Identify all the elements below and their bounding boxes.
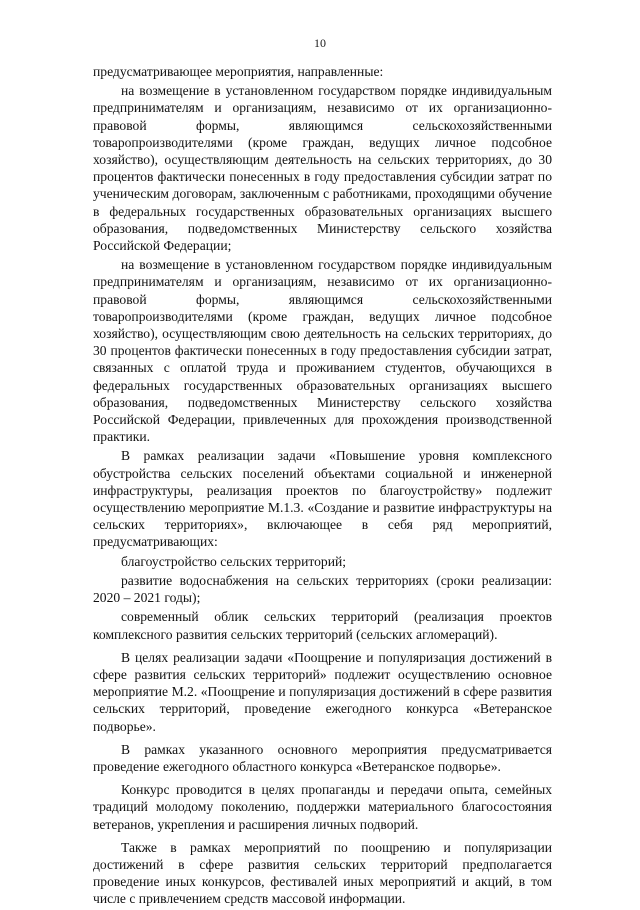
- paragraph-task-infrastructure: В рамках реализации задачи «Повышение уровня комплексного обустройства сельских поселений объектами социальной и инженерной инфраструктуры, реализация проектов по благоустройству» подлежит осуществлению мероприятие М.1.3. «Создание и развитие инфраструктуры на сельских территориях», включающее в себя ряд мероприятий, предусматривающих:: [93, 448, 552, 550]
- paragraph-modern-look: современный облик сельских территорий (реализация проектов комплексного развития сельских территорий (сельских агломераций).: [93, 609, 552, 642]
- paragraph-contest-goals: Конкурс проводится в целях пропаганды и передачи опыта, семейных традиций молодому поколению, поддержки материального благосостояния ветеранов, укрепления и расширения личных подворий.: [93, 782, 552, 832]
- paragraph-student-practice: на возмещение в установленном государством порядке индивидуальным предпринимателям и организациям, независимо от их организационно-правовой формы, являющимся сельскохозяйственными товаропроизводителями (кроме граждан, ведущих личное подсобное хозяйство), осуществляющим свою деятельность на сельских территориях, до 30 процентов фактически понесенных в году предоставления субсидии затрат, связанных с оплатой труда и проживанием студентов, обучающихся в федеральных государственных образовательных организациях высшего образования, подведомственных Министерству сельского хозяйства Российской Федерации, привлеченных для прохождения производственной практики.: [93, 257, 552, 445]
- paragraph-student-contracts: на возмещение в установленном государством порядке индивидуальным предпринимателям и организациям, независимо от их организационно-правовой формы, являющимся сельскохозяйственными товаропроизводителями (кроме граждан, ведущих личное подсобное хозяйство), осуществляющим деятельность на сельских территориях, до 30 процентов фактически понесенных в году предоставления субсидии затрат по ученическим договорам, заключенным с работниками, проходящими обучение в федеральных государственных образовательных организациях высшего образования, подведомственных Министерству сельского хозяйства Российской Федерации;: [93, 83, 552, 254]
- paragraph-water-supply: развитие водоснабжения на сельских территориях (сроки реализации: 2020 – 2021 годы);: [93, 572, 552, 606]
- page-number: 10: [314, 36, 326, 50]
- paragraph-landscaping: благоустройство сельских территорий;: [121, 553, 347, 569]
- document-body: [93, 63, 552, 910]
- paragraph-intro: предусматривающее мероприятия, направленные:: [93, 64, 384, 79]
- paragraph-task-promotion: В целях реализации задачи «Поощрение и популяризация достижений в сфере развития сельских территорий» подлежит осуществлению основное мероприятие М.2. «Поощрение и популяризация достижений в сфере развития сельских территорий, проведение ежегодного конкурса «Ветеранское подворье».: [93, 649, 552, 734]
- paragraph-other-events: Также в рамках мероприятий по поощрению и популяризации достижений в сфере развития сельских территорий предполагается проведение иных конкурсов, фестивалей иных мероприятий и акций, в том числе с привлечением средств массовой информации.: [93, 839, 552, 907]
- paragraph-contest: В рамках указанного основного мероприятия предусматривается проведение ежегодного областного конкурса «Ветеранское подворье».: [93, 741, 552, 774]
